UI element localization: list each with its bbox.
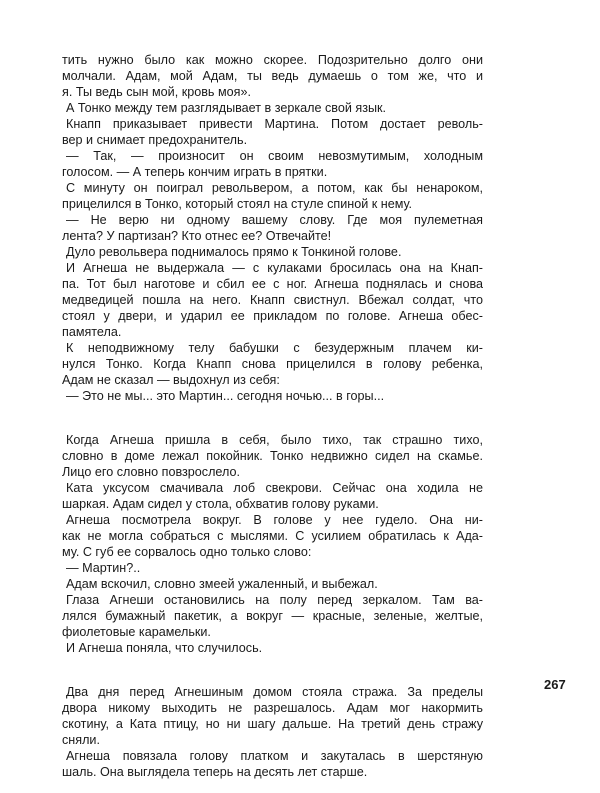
text-line: прицелился в Тонко, который стоял на стуле спиной к нему. [62, 197, 413, 211]
text-line: — Так, — произносит он своим невозмутимым, холодным [66, 149, 483, 163]
text-line: лента? У партизан? Кто отнес ее? Отвечайте! [62, 229, 332, 243]
text-line: Лицо его словно повзрослело. [62, 465, 241, 479]
text-line: К неподвижному телу бабушки с безудержным плачем ки- [66, 341, 483, 355]
text-line: С минуту он поиграл револьвером, а потом, как бы ненароком, [66, 181, 483, 195]
text-line: тить нужно было как можно скорее. Подозрительно долго они [62, 53, 483, 67]
text-line: Адам вскочил, словно змеей ужаленный, и выбежал. [66, 577, 378, 591]
text-line: стоял у двери, и ударил ее прикладом по голове. Агнеша обес- [62, 309, 483, 323]
text-line: И Агнеша не выдержала — с кулаками бросилась она на Кнап- [66, 261, 483, 275]
text-line: шаль. Она выглядела теперь на десять лет старше. [62, 765, 368, 779]
text-line: нулся Тонко. Когда Кнапп снова прицелился в голову ребенка, [62, 357, 483, 371]
text-line: двора никому выходить не разрешалось. Адам мог накормить [62, 701, 483, 715]
text-line: — Это не мы... это Мартин... сегодня ночью... в горы... [66, 389, 385, 403]
text-line: молчали. Адам, мой Адам, ты ведь думаешь о том же, что и [62, 69, 483, 83]
text-line: как не могла собраться с мыслями. С усилием обратилась к Ада- [62, 529, 483, 543]
text-line: Глаза Агнеши остановились на полу перед зеркалом. Там ва- [66, 593, 483, 607]
text-line: Агнеша посмотрела вокруг. В голове у нее гудело. Она ни- [66, 513, 483, 527]
text-line: И Агнеша поняла, что случилось. [66, 641, 263, 655]
text-line: Агнеша повязала голову платком и закуталась в шерстяную [66, 749, 483, 763]
text-line: фиолетовые карамельки. [62, 625, 211, 639]
text-line: Ката уксусом смачивала лоб свекрови. Сейчас она ходила не [66, 481, 483, 495]
text-line: па. Тот был наготове и сбил ее с ног. Агнеша поднялась и снова [62, 277, 483, 291]
text-line: памятела. [62, 325, 122, 339]
text-line: сняли. [62, 733, 100, 747]
text-line: лялся бумажный пакетик, а вокруг — красные, зеленые, желтые, [62, 609, 483, 623]
text-line: му. С губ ее сорвалось одно только слово: [62, 545, 312, 559]
text-line: Два дня перед Агнешиным домом стояла стража. За пределы [66, 685, 483, 699]
text-line: голосом. — А теперь кончим играть в прятки. [62, 165, 328, 179]
text-line: вер и снимает предохранитель. [62, 133, 248, 147]
text-line: медведицей пошла на него. Кнапп свистнул. Вбежал солдат, что [62, 293, 483, 307]
text-line: скотину, а Ката птицу, но ни шагу дальше. На третий день стражу [62, 717, 483, 731]
text-line: Адам не сказал — выдохнул из себя: [62, 373, 280, 387]
text-line: шаркая. Адам сидел у стола, обхватив голову руками. [62, 497, 379, 511]
text-line: Когда Агнеша пришла в себя, было тихо, так страшно тихо, [66, 433, 483, 447]
text-line: А Тонко между тем разглядывает в зеркале свой язык. [66, 101, 387, 115]
text-line: Кнапп приказывает привести Мартина. Потом достает револь- [66, 117, 483, 131]
text-line: я. Ты ведь сын мой, кровь моя». [62, 85, 251, 99]
page-number: 267 [544, 677, 566, 692]
text-line: — Мартин?.. [66, 561, 141, 575]
text-line: словно в доме лежал покойник. Тонко недвижно сидел на скамье. [62, 449, 483, 463]
text-line: — Не верю ни одному вашему слову. Где моя пулеметная [66, 213, 483, 227]
text-line: Дуло револьвера поднималось прямо к Тонкиной голове. [66, 245, 402, 259]
